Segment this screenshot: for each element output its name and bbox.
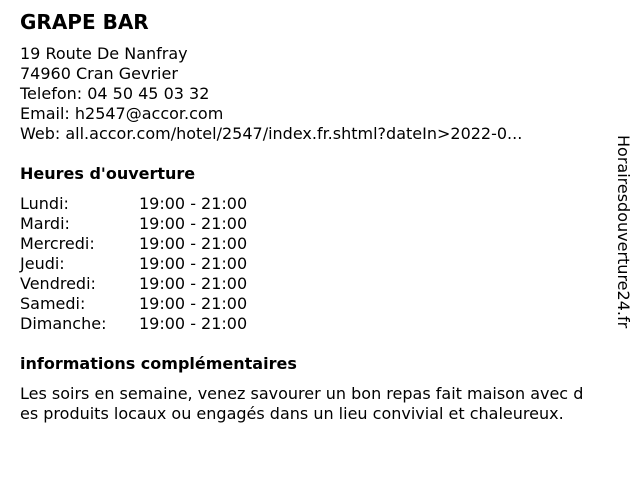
site-watermark: Horairesdouverture24.fr — [614, 135, 633, 329]
city-postcode: 74960 Cran Gevrier — [20, 64, 178, 83]
day-label: Jeudi: — [20, 254, 65, 273]
street-address: 19 Route De Nanfray — [20, 44, 188, 63]
additional-info-heading: informations complémentaires — [20, 354, 297, 373]
time-range: 19:00 - 21:00 — [139, 234, 248, 253]
time-range: 19:00 - 21:00 — [139, 254, 248, 273]
day-label: Vendredi: — [20, 274, 96, 293]
additional-info-text — [20, 384, 630, 424]
day-label: Mercredi: — [20, 234, 95, 253]
time-range: 19:00 - 21:00 — [139, 194, 248, 213]
email-address: Email: h2547@accor.com — [20, 104, 224, 123]
day-label: Samedi: — [20, 294, 86, 313]
info-line: Les soirs en semaine, venez savourer un bon repas fait maison avec d — [20, 384, 584, 403]
time-range: 19:00 - 21:00 — [139, 214, 248, 233]
day-label: Mardi: — [20, 214, 70, 233]
day-label: Dimanche: — [20, 314, 107, 333]
website-url: Web: all.accor.com/hotel/2547/index.fr.shtml?dateIn>2022-0... — [20, 124, 523, 143]
time-range: 19:00 - 21:00 — [139, 314, 248, 333]
time-range: 19:00 - 21:00 — [139, 294, 248, 313]
time-range: 19:00 - 21:00 — [139, 274, 248, 293]
business-name: GRAPE BAR — [20, 10, 149, 34]
opening-hours-heading: Heures d'ouverture — [20, 164, 196, 183]
info-line: es produits locaux ou engagés dans un lieu convivial et chaleureux. — [20, 404, 564, 423]
contact-block — [20, 44, 522, 144]
day-label: Lundi: — [20, 194, 69, 213]
phone-number: Telefon: 04 50 45 03 32 — [20, 84, 210, 103]
